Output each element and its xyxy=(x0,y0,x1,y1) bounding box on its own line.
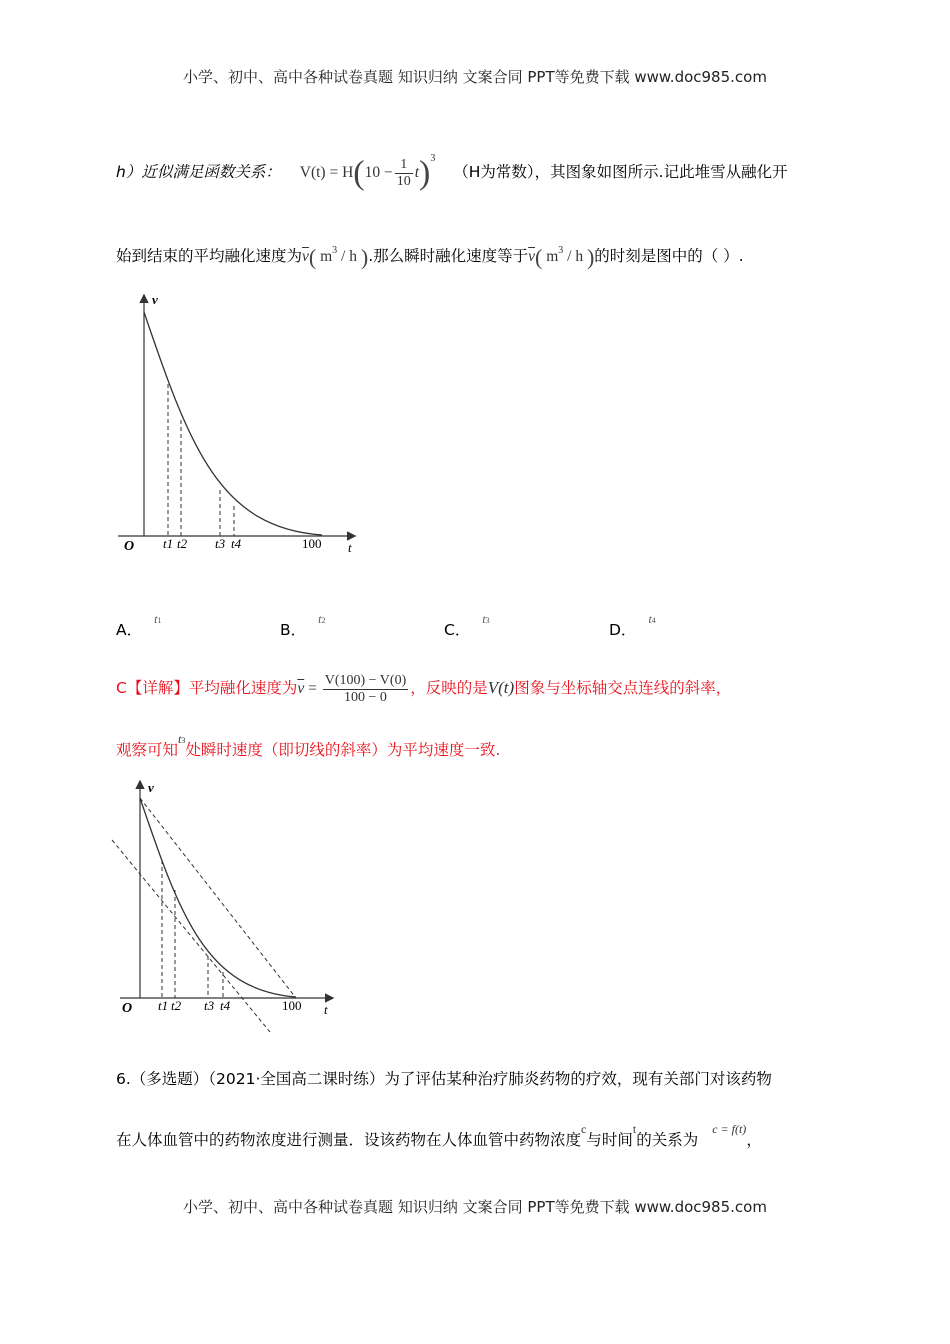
unit: m xyxy=(546,248,559,265)
t-axis-label-2: t xyxy=(324,1002,328,1017)
option-d[interactable] xyxy=(609,612,656,640)
option-c[interactable] xyxy=(444,612,490,640)
nq-text-2d: ， xyxy=(746,1131,762,1149)
option-c-t: t xyxy=(482,612,486,626)
answer-fraction xyxy=(323,673,409,706)
option-b[interactable] xyxy=(280,612,326,640)
formula-exp: 3 xyxy=(430,153,436,164)
option-a-sub: 1 xyxy=(157,616,162,625)
option-a-value xyxy=(154,612,161,626)
nq-c: c xyxy=(581,1122,587,1136)
answer-t3-sub: 3 xyxy=(181,736,186,745)
nq-formula: c = f(t) xyxy=(712,1122,747,1136)
question-text-2b: .那么瞬时融化速度等于 xyxy=(368,247,529,265)
nq-text-2c: 的关系为 xyxy=(636,1131,699,1149)
nq-t: t xyxy=(632,1122,637,1136)
v-bar: $\overline{v}$ xyxy=(528,248,536,265)
formula-lhs: V(t) = H xyxy=(299,164,354,181)
tick2-t4: t4 xyxy=(220,998,231,1013)
option-a[interactable] xyxy=(116,612,162,640)
page-footer: 小学、初中、高中各种试卷真题 知识归纳 文案合同 PPT等免费下载 www.doc985.com xyxy=(183,1198,767,1216)
answer-text-1a: C【详解】平均融化速度为 xyxy=(116,679,298,697)
unit-tail: / h xyxy=(337,248,357,265)
answer-vt: V(t) xyxy=(487,678,515,697)
tick2-t3: t3 xyxy=(204,998,215,1013)
graph-2 xyxy=(110,776,346,1040)
tick-t2: t2 xyxy=(177,536,188,551)
next-question-line-1: 6.（多选题）（2021·全国高二课时练）为了评估某种治疗肺炎药物的疗效，现有关部门对该药物 xyxy=(116,1070,772,1088)
formula-v-of-t: V(t) = H(10 − $\frac{1}{10}$ t)$^3$ xyxy=(299,153,436,192)
graph-1 xyxy=(110,288,370,564)
answer-text-1b: ，反映的是 xyxy=(410,679,488,697)
nq-text-2a: 在人体血管中的药物浓度进行测量．设该药物在人体血管中药物浓度 xyxy=(116,1131,582,1149)
tangent-line xyxy=(112,840,270,1032)
question-line-1 xyxy=(116,150,788,194)
option-c-sub: 3 xyxy=(485,616,490,625)
fraction-num: 1 xyxy=(395,157,413,174)
unit-exp: 3 xyxy=(332,245,338,256)
answer-v-bar: $\overline{v}$ xyxy=(297,680,305,697)
unit-expression-1: $\overline{v}$( $m^3$ / h ) xyxy=(302,244,369,270)
question-text-2a: 始到结束的平均融化速度为 xyxy=(116,247,303,265)
option-b-t: t xyxy=(318,612,322,626)
v-axis-label: v xyxy=(152,292,158,307)
end-label-100-2: 100 xyxy=(282,998,302,1013)
unit-expression-2: $\overline{v}$( $m^3$ / h ) xyxy=(528,244,595,270)
secant-line xyxy=(140,798,296,998)
unit-tail: / h xyxy=(563,248,584,265)
answer-text-2a: 观察可知 xyxy=(116,741,179,759)
formula-fraction xyxy=(395,157,413,190)
formula-var: t xyxy=(414,164,420,181)
option-d-value xyxy=(648,612,655,626)
answer-t3-t: t xyxy=(178,732,182,746)
option-b-letter: B． xyxy=(280,621,307,639)
option-d-letter: D． xyxy=(609,621,637,639)
option-a-letter: A． xyxy=(116,621,143,639)
tick-t3: t3 xyxy=(215,536,226,551)
option-d-t: t xyxy=(648,612,652,626)
tick-t1: t1 xyxy=(163,536,174,551)
tick2-t2: t2 xyxy=(171,998,182,1013)
nq-text-2b: 与时间 xyxy=(586,1131,633,1149)
question-text-2c: 的时刻是图中的（ ）. xyxy=(594,247,744,265)
fraction-den: 10 xyxy=(396,173,411,189)
t-axis-label: t xyxy=(348,540,352,555)
option-a-t: t xyxy=(154,612,158,626)
v-axis-label-2: v xyxy=(148,780,154,795)
answer-text-2b: 处瞬时速度（即切线的斜率）为平均速度一致. xyxy=(185,741,501,759)
answer-t3 xyxy=(178,732,185,746)
option-d-sub: 4 xyxy=(651,616,656,625)
question-text-1b: （H为常数），其图象如图所示.记此堆雪从融化开 xyxy=(453,163,788,181)
option-b-value xyxy=(318,612,325,626)
option-c-letter: C． xyxy=(444,621,471,639)
end-label-100: 100 xyxy=(302,536,322,551)
option-b-sub: 2 xyxy=(321,616,326,625)
answer-formula: $\overline{v}$ = $\frac{V(100) - V(0)}{100 - 0}$ xyxy=(297,672,407,705)
question-line-2 xyxy=(116,236,744,276)
next-question-line-2 xyxy=(116,1120,762,1160)
tick2-t1: t1 xyxy=(158,998,169,1013)
option-c-value xyxy=(482,612,489,626)
answer-frac-num: V(100) − V(0) xyxy=(324,672,407,688)
unit-exp: 3 xyxy=(558,245,564,256)
v-curve xyxy=(144,312,322,535)
origin-label: O xyxy=(124,539,135,554)
question-text-1a: h）近似满足函数关系： xyxy=(116,163,281,181)
answer-text-1c: 图象与坐标轴交点连线的斜率， xyxy=(514,679,732,697)
origin-label-2: O xyxy=(122,1001,133,1016)
formula-inner: 10 − xyxy=(364,164,393,181)
tick-t4: t4 xyxy=(231,536,242,551)
answer-frac-den: 100 − 0 xyxy=(344,689,387,705)
answer-line-2 xyxy=(116,730,500,770)
page-header: 小学、初中、高中各种试卷真题 知识归纳 文案合同 PPT等免费下载 www.doc985.com xyxy=(183,68,767,86)
unit: m xyxy=(320,248,333,265)
v-bar: $\overline{v}$ xyxy=(302,248,309,265)
answer-line-1 xyxy=(116,668,731,708)
